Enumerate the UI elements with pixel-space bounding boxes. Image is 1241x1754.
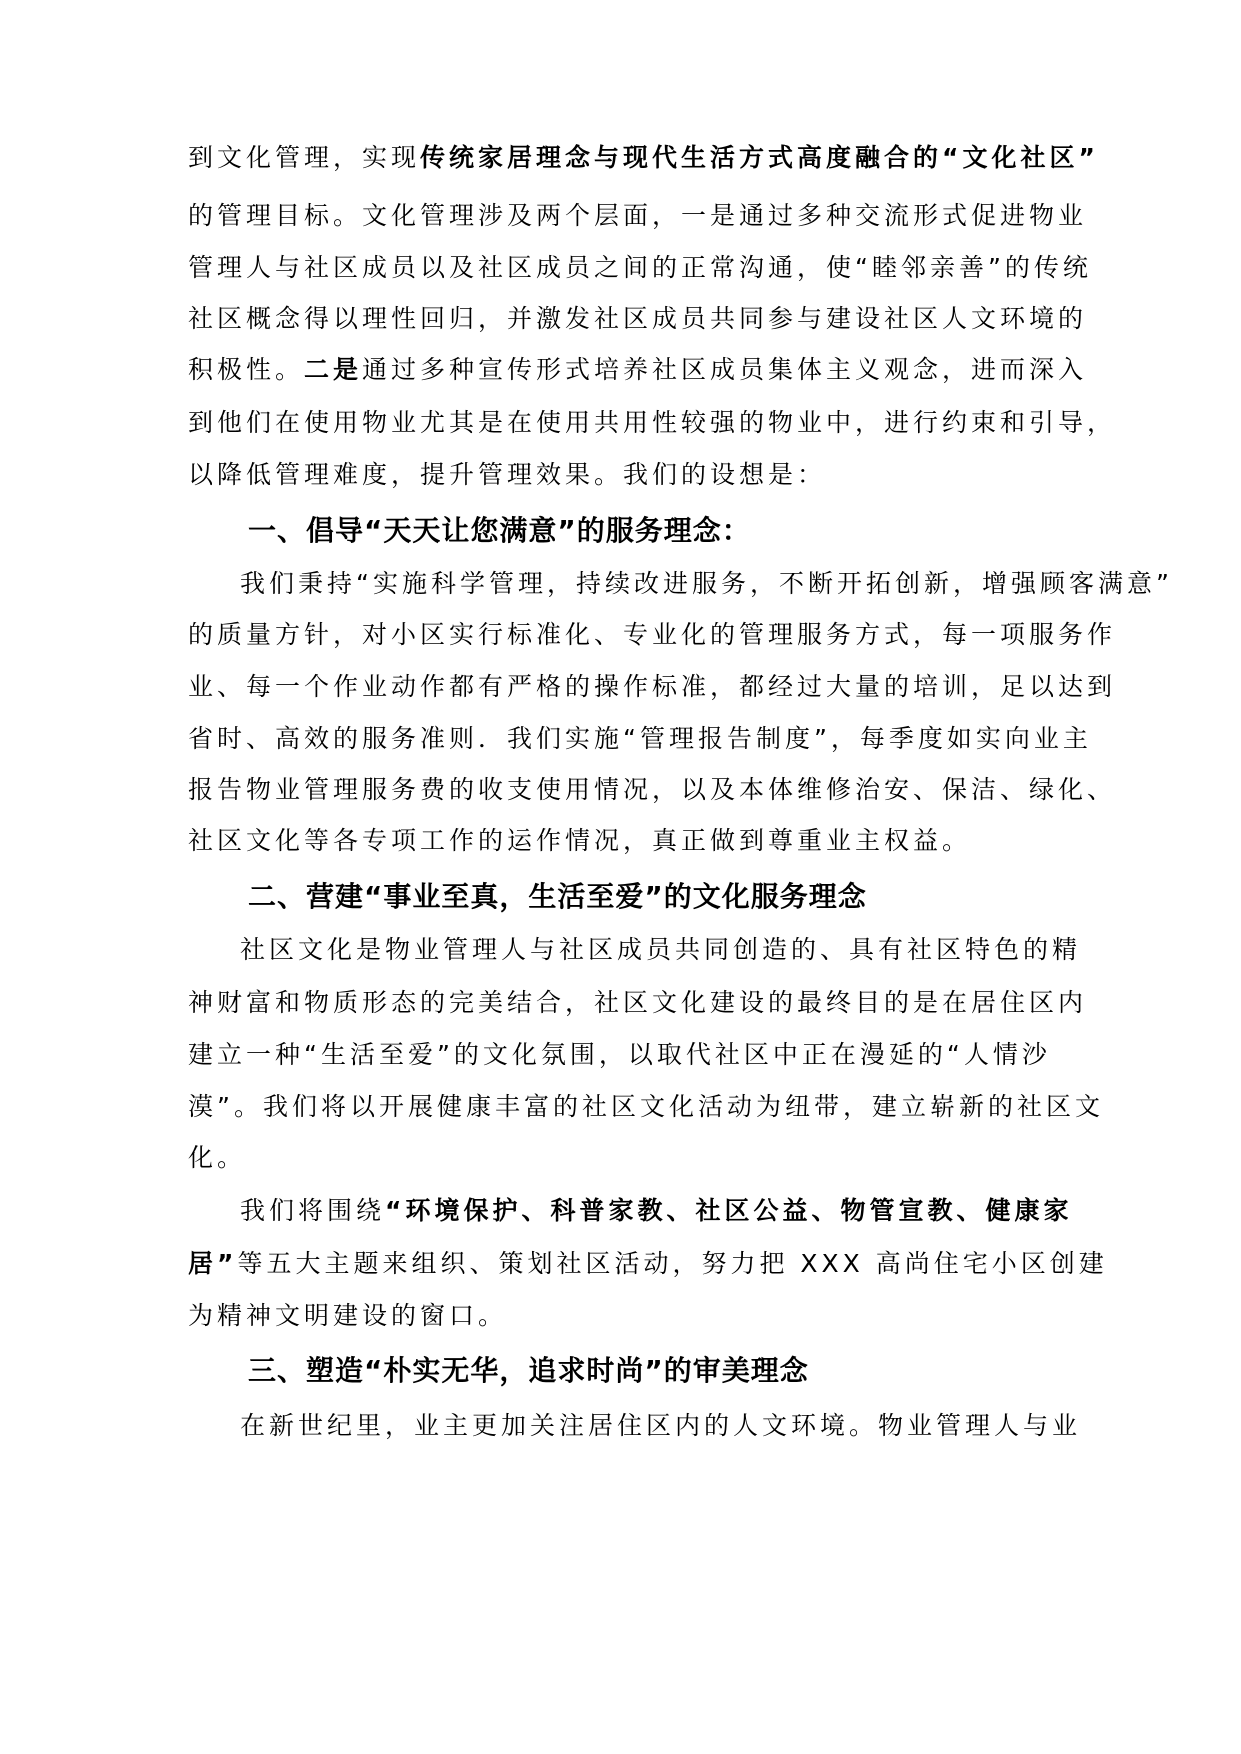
paragraph-line: 我们秉持“实施科学管理，持续改进服务，不断开拓创新，增强顾客满意” (240, 569, 1173, 598)
paragraph-line: 神财富和物质形态的完美结合，社区文化建设的最终目的是在居住区内 (188, 988, 1088, 1017)
paragraph-line: 报告物业管理服务费的收支使用情况，以及本体维修治安、保洁、绿化、 (188, 775, 1117, 804)
paragraph-line (188, 1247, 1108, 1281)
paragraph-line: 的质量方针，对小区实行标准化、专业化的管理服务方式，每一项服务作 (188, 620, 1117, 649)
text-run: 我们将围绕 (240, 1196, 386, 1225)
section-heading-3: 三、塑造“朴实无华，追求时尚”的审美理念 (248, 1354, 809, 1387)
bold-text-run: 居” (188, 1249, 238, 1278)
paragraph-line: 社区文化等各专项工作的运作情况，真正做到尊重业主权益。 (188, 826, 972, 855)
paragraph-line: 省时、高效的服务准则．我们实施“管理报告制度”，每季度如实向业主 (188, 724, 1092, 753)
text-run: 通过多种宣传形式培养社区成员集体主义观念，进而深入 (362, 355, 1088, 384)
section-heading-1: 一、倡导“天天让您满意”的服务理念： (248, 514, 751, 547)
paragraph-line: 业、每一个作业动作都有严格的操作标准，都经过大量的培训，足以达到 (188, 672, 1117, 701)
bold-text-run: 二是 (304, 355, 363, 384)
text-run: 到文化管理，实现 (188, 143, 421, 172)
paragraph-line (188, 141, 1099, 175)
paragraph-line (240, 1194, 1073, 1228)
paragraph-line: 化。 (188, 1143, 247, 1172)
paragraph-line: 漠”。我们将以开展健康丰富的社区文化活动为纽带，建立崭新的社区文 (188, 1092, 1104, 1121)
paragraph-line: 为精神文明建设的窗口。 (188, 1301, 508, 1330)
paragraph-line: 在新世纪里，业主更加关注居住区内的人文环境。物业管理人与业 (240, 1411, 1082, 1440)
paragraph-line (188, 353, 1088, 387)
paragraph-line: 管理人与社区成员以及社区成员之间的正常沟通，使“睦邻亲善”的传统 (188, 253, 1092, 282)
text-run: 积极性。 (188, 355, 305, 384)
paragraph-line: 的管理目标。文化管理涉及两个层面，一是通过多种交流形式促进物业 (188, 201, 1088, 230)
bold-text-run: “环境保护、科普家教、社区公益、物管宣教、健康家 (385, 1196, 1073, 1225)
bold-text-run: 传统家居理念与现代生活方式高度融合的“文化社区” (420, 143, 1099, 172)
section-heading-2: 二、营建“事业至真，生活至爱”的文化服务理念 (248, 880, 867, 913)
paragraph-line: 建立一种“生活至爱”的文化氛围，以取代社区中正在漫延的“人情沙 (188, 1040, 1051, 1069)
paragraph-line: 社区概念得以理性回归，并激发社区成员共同参与建设社区人文环境的 (188, 304, 1088, 333)
paragraph-line: 社区文化是物业管理人与社区成员共同创造的、具有社区特色的精 (240, 935, 1082, 964)
text-run: 等五大主题来组织、策划社区活动，努力把 XXX 高尚住宅小区创建 (237, 1249, 1108, 1278)
paragraph-line: 以降低管理难度，提升管理效果。我们的设想是： (188, 460, 827, 489)
paragraph-line: 到他们在使用物业尤其是在使用共用性较强的物业中，进行约束和引导， (188, 408, 1117, 437)
